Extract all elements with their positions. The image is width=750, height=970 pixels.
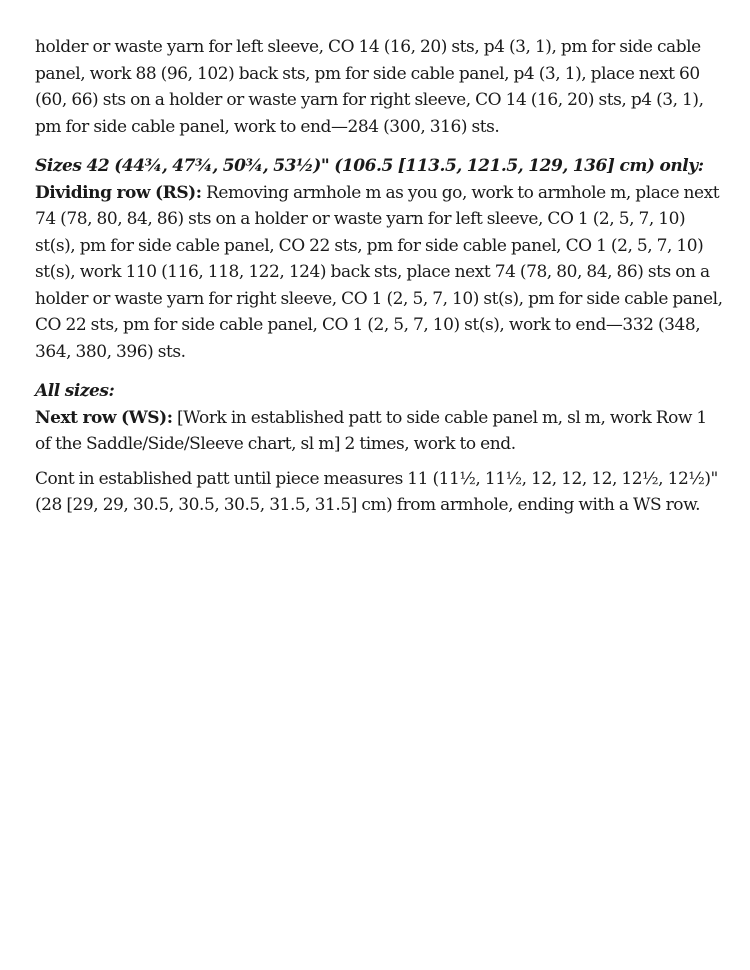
dividing-row-label: Dividing row (RS): xyxy=(35,182,202,203)
dividing-row-text: Removing armhole m as you go, work to armhole m, place next 74 (78, 80, 84, 86) sts on a holder or waste yarn for left sleeve, CO 1 (2, 5, 7, 10) st(s), pm for side cable panel, CO 22 sts, pm for side cable panel, CO 1 (2, 5, 7, 10) st(s), work 110 (116, 118, 122, 124) back sts, place next 74 (78, 80, 84, 86) sts on a holder or waste yarn for right sleeve, CO 1 (2, 5, 7, 10) st(s), pm for side cable panel, CO 22 sts, pm for side cable panel, CO 1 (2, 5, 7, 10) st(s), work to end—332 (348, 364, 380, 396) sts. xyxy=(35,182,723,362)
next-row-text: [Work in established patt to side cable panel m, sl m, work Row 1 of the Saddle/Side/Sleeve chart, sl m] 2 times, work to end. xyxy=(35,407,707,454)
section-all-sizes xyxy=(35,378,725,458)
next-row-paragraph xyxy=(35,405,725,458)
continue-paragraph: Cont in established patt until piece measures 11 (11½, 11½, 12, 12, 12, 12½, 12½)" (28 [29, 29, 30.5, 30.5, 30.5, 31.5, 31.5] cm) from armhole, ending with a WS row. xyxy=(35,468,718,515)
next-row-label: Next row (WS): xyxy=(35,407,173,428)
dividing-row-paragraph xyxy=(35,180,725,366)
sizes-heading: Sizes 42 (44¾, 47¾, 50¾, 53½)" (106.5 [113.5, 121.5, 129, 136] cm) only: xyxy=(35,156,704,176)
all-sizes-heading: All sizes: xyxy=(35,381,115,401)
paragraph-left-sleeve-instructions: holder or waste yarn for left sleeve, CO 14 (16, 20) sts, p4 (3, 1), pm for side cable panel, work 88 (96, 102) back sts, pm for side cable panel, p4 (3, 1), place next 60 (60, 66) sts on a holder or waste yarn for right sleeve, CO 14 (16, 20) sts, p4 (3, 1), pm for side cable panel, work to end—284 (300, 316) sts. xyxy=(35,37,704,137)
document-page xyxy=(35,34,725,519)
section-sizes-42-to-53 xyxy=(35,153,725,365)
